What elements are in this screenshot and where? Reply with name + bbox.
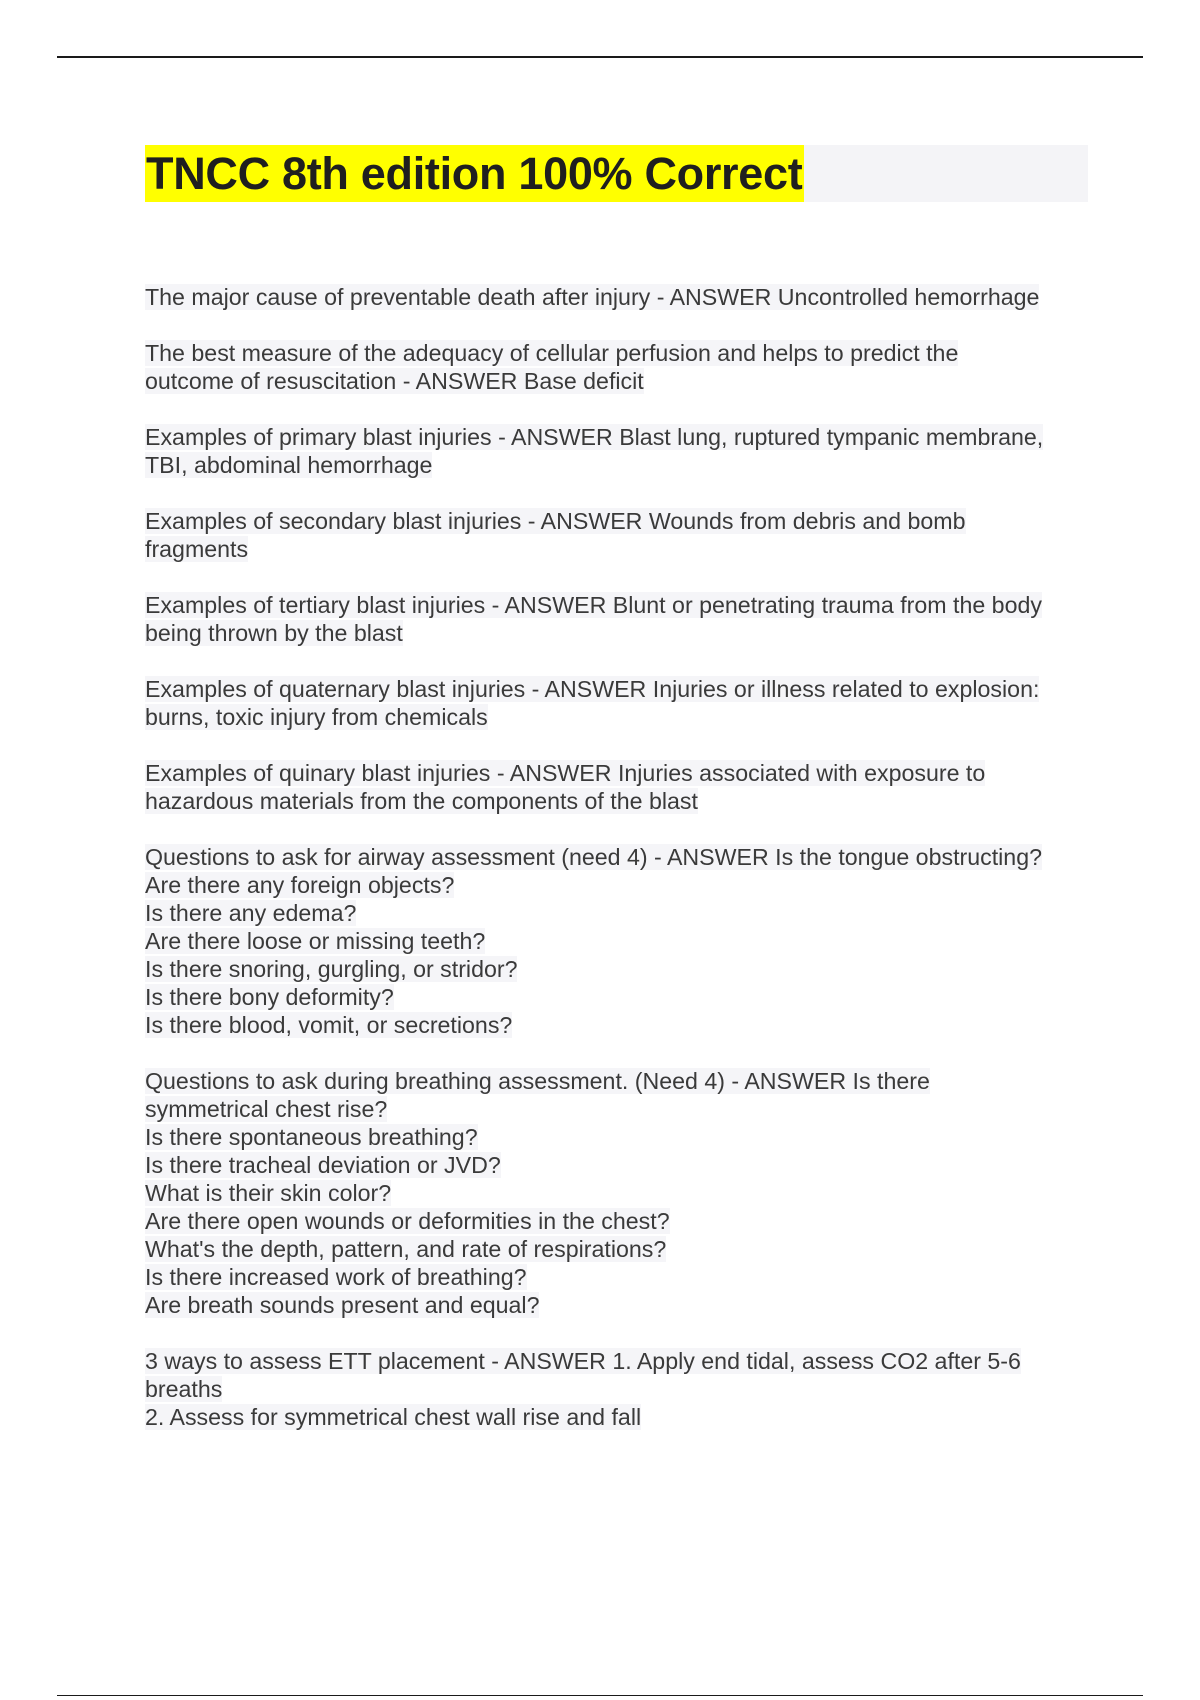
qa-item-text: Examples of primary blast injuries - ANSWER Blast lung, ruptured tympanic membrane, TBI, abdominal hemorrhage — [145, 424, 1044, 478]
qa-item-text: 3 ways to assess ETT placement - ANSWER 1. Apply end tidal, assess CO2 after 5-6 breaths 2. Assess for symmetrical chest wall rise and fall — [145, 1348, 1021, 1430]
qa-item — [145, 339, 1095, 395]
qa-item-text: Examples of quaternary blast injuries - ANSWER Injuries or illness related to explosion: burns, toxic injury from chemicals — [145, 676, 1040, 730]
qa-item-text: Questions to ask during breathing assessment. (Need 4) - ANSWER Is there symmetrical chest rise? Is there spontaneous breathing? Is there tracheal deviation or JVD? What is their skin color? Are there open wounds or deformities in the chest? What's the depth, pattern, and rate of respirations? Is there increased work of breathing? Are breath sounds present and equal? — [145, 1068, 930, 1318]
qa-item — [145, 507, 1095, 563]
qa-item — [145, 1067, 1095, 1319]
qa-item — [145, 423, 1095, 479]
qa-item-text: Examples of secondary blast injuries - ANSWER Wounds from debris and bomb fragments — [145, 508, 966, 562]
qa-item — [145, 675, 1095, 731]
qa-item-text: Examples of quinary blast injuries - ANSWER Injuries associated with exposure to hazardous materials from the components of the blast — [145, 760, 986, 814]
qa-item — [145, 591, 1095, 647]
qa-list — [145, 283, 1095, 1459]
qa-item — [145, 759, 1095, 815]
qa-item-text: Questions to ask for airway assessment (need 4) - ANSWER Is the tongue obstructing? Are there any foreign objects? Is there any edema? Are there loose or missing teeth? Is there snoring, gurgling, or stridor? Is there bony deformity? Is there blood, vomit, or secretions? — [145, 844, 1042, 1038]
header-rule — [57, 56, 1143, 58]
footer-rule — [57, 1695, 1143, 1696]
qa-item-text: Examples of tertiary blast injuries - ANSWER Blunt or penetrating trauma from the body being thrown by the blast — [145, 592, 1042, 646]
qa-item-text: The major cause of preventable death after injury - ANSWER Uncontrolled hemorrhage — [145, 284, 1040, 310]
qa-item — [145, 843, 1095, 1039]
document-title: TNCC 8th edition 100% Correct — [145, 145, 804, 202]
qa-item-text: The best measure of the adequacy of cellular perfusion and helps to predict the outcome of resuscitation - ANSWER Base deficit — [145, 340, 959, 394]
qa-item — [145, 1347, 1095, 1431]
qa-item — [145, 283, 1095, 311]
